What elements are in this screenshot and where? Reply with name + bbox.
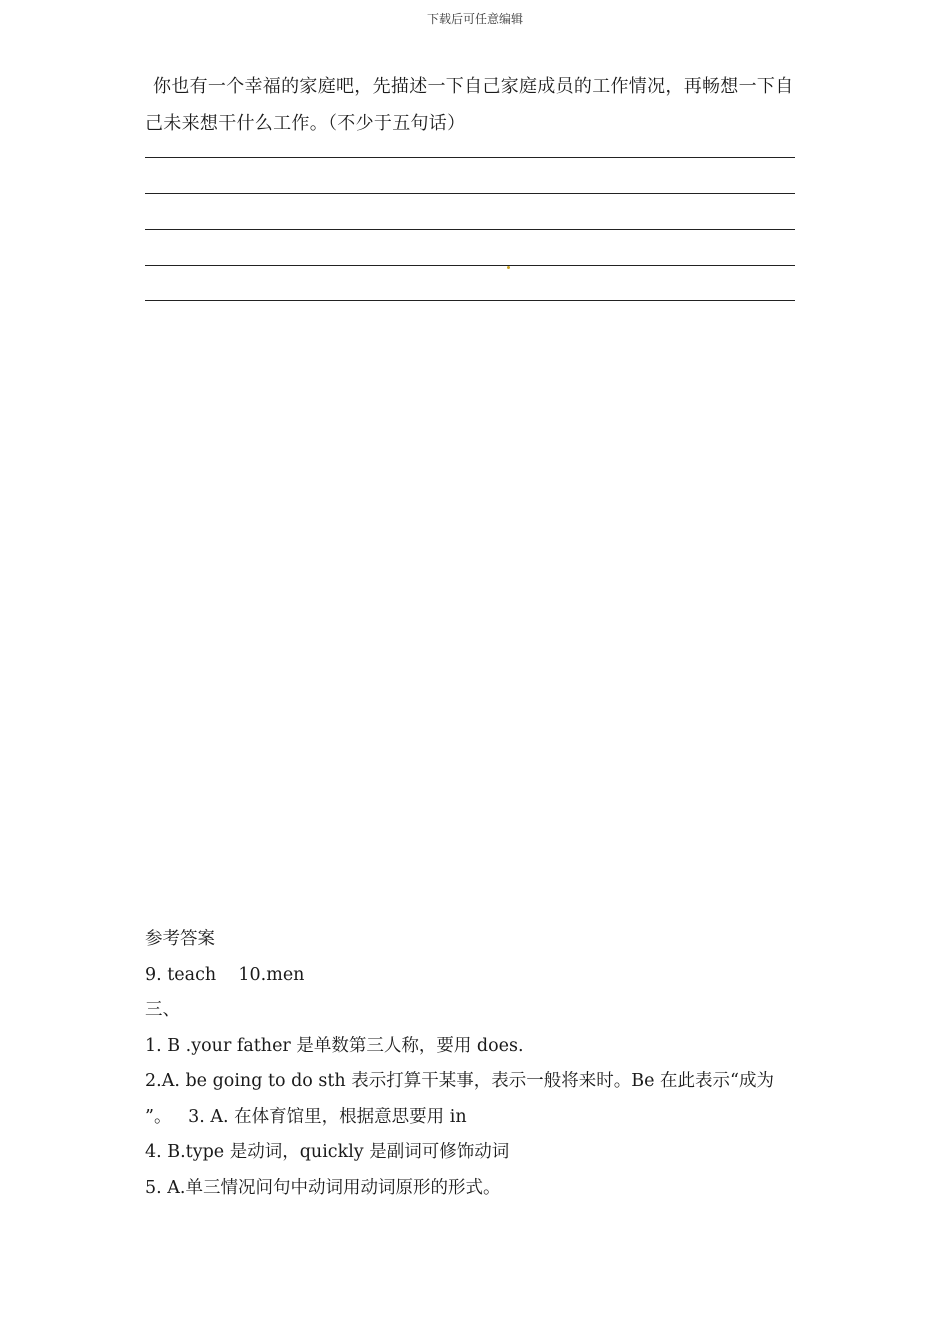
answer-9-10: 9. teach 10.men bbox=[145, 964, 305, 985]
answer-line-1 bbox=[145, 157, 795, 158]
answers-title: 参考答案 bbox=[145, 929, 215, 949]
writing-prompt: 你也有一个幸福的家庭吧，先描述一下自己家庭成员的工作情况，再畅想一下自己未来想干什么工作。（不少于五句话） bbox=[145, 76, 794, 134]
answer-line-4 bbox=[145, 265, 795, 266]
reference-answers bbox=[145, 922, 815, 1206]
answer-item-2: 2.A. be going to do sth 表示打算干某事，表示一般将来时。Be 在此表示“成为 bbox=[145, 1071, 774, 1091]
section-heading: 三、 bbox=[145, 1000, 180, 1020]
page-header: 下载后可任意编辑 bbox=[426, 12, 523, 26]
answer-line-3 bbox=[145, 229, 795, 230]
answer-line-5 bbox=[145, 300, 795, 301]
answer-item-2-3: ”。 3. A. 在体育馆里，根据意思要用 in bbox=[145, 1106, 467, 1127]
answer-item-1: 1. B .your father 是单数第三人称，要用 does. bbox=[145, 1035, 524, 1056]
answer-item-4: 4. B.type 是动词，quickly 是副词可修饰动词 bbox=[145, 1142, 510, 1162]
answer-item-5: 5. A.单三情况问句中动词用动词原形的形式。 bbox=[145, 1177, 501, 1198]
stray-mark bbox=[507, 266, 510, 269]
answer-line-2 bbox=[145, 193, 795, 194]
